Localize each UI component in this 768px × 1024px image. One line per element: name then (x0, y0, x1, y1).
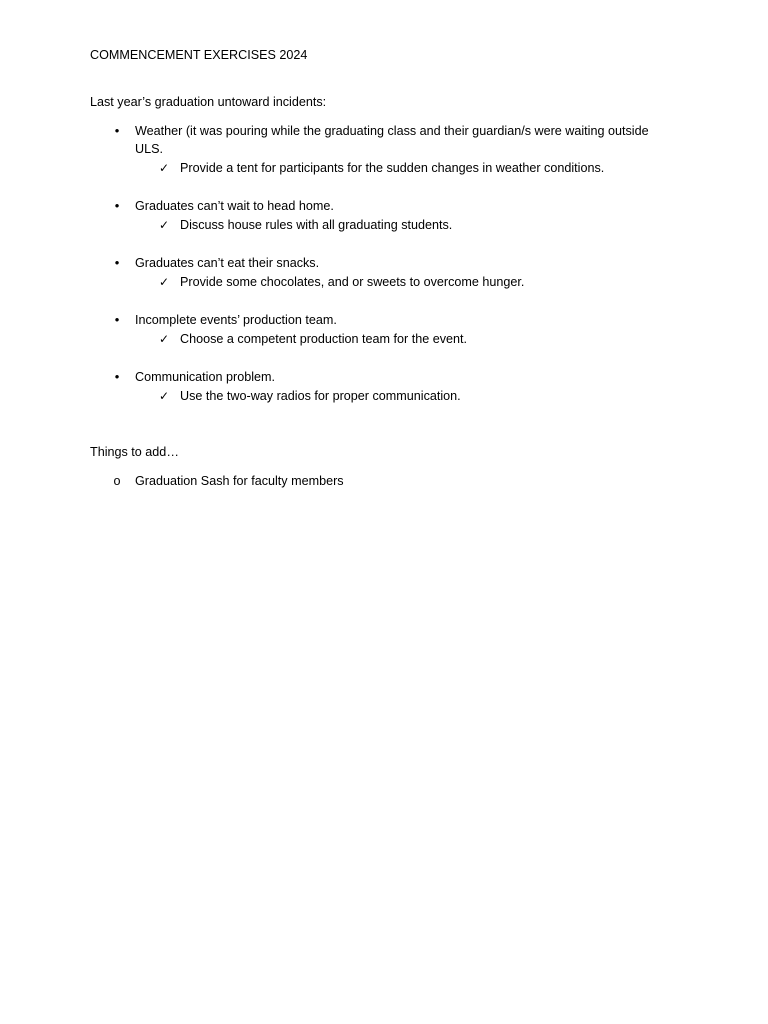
action-item (0, 330, 768, 348)
checkmark-icon: ✓ (158, 332, 170, 346)
document-title: COMMENCEMENT EXERCISES 2024 (90, 48, 308, 62)
incident-item-weather (0, 122, 768, 177)
incident-text: Graduates can’t eat their snacks. (135, 256, 320, 270)
incident-item-snacks (0, 254, 768, 291)
action-item (0, 216, 768, 234)
add-item-text: Graduation Sash for faculty members (135, 474, 344, 488)
action-item (0, 387, 768, 405)
things-to-add-heading: Things to add… (90, 445, 179, 459)
incident-text: Graduates can’t wait to head home. (135, 199, 334, 213)
action-text: Discuss house rules with all graduating students. (180, 218, 453, 232)
incidents-intro: Last year’s graduation untoward incidents: (90, 95, 327, 109)
things-to-add-list (0, 472, 768, 490)
circle-bullet-icon: o (113, 474, 121, 488)
incident-list (0, 122, 768, 425)
incident-item-production-team (0, 311, 768, 348)
add-item (0, 472, 768, 490)
action-text: Choose a competent production team for the event. (180, 332, 468, 346)
incident-text: Weather (it was pouring while the graduating class and their guardian/s were waiting outside ULS. (135, 124, 649, 156)
checkmark-icon: ✓ (158, 218, 170, 232)
bullet-icon: • (114, 369, 120, 384)
checkmark-icon: ✓ (158, 161, 170, 175)
checkmark-icon: ✓ (158, 275, 170, 289)
action-text: Provide some chocolates, and or sweets to overcome hunger. (180, 275, 525, 289)
action-item (0, 273, 768, 291)
bullet-icon: • (114, 198, 120, 213)
action-text: Use the two-way radios for proper communication. (180, 389, 461, 403)
action-text: Provide a tent for participants for the sudden changes in weather conditions. (180, 161, 605, 175)
incident-item-head-home (0, 197, 768, 234)
action-item (0, 159, 768, 177)
checkmark-icon: ✓ (158, 389, 170, 403)
incident-item-communication (0, 368, 768, 405)
bullet-icon: • (114, 255, 120, 270)
bullet-icon: • (114, 312, 120, 327)
incident-text: Incomplete events’ production team. (135, 313, 337, 327)
incident-text: Communication problem. (135, 370, 275, 384)
bullet-icon: • (114, 123, 120, 138)
